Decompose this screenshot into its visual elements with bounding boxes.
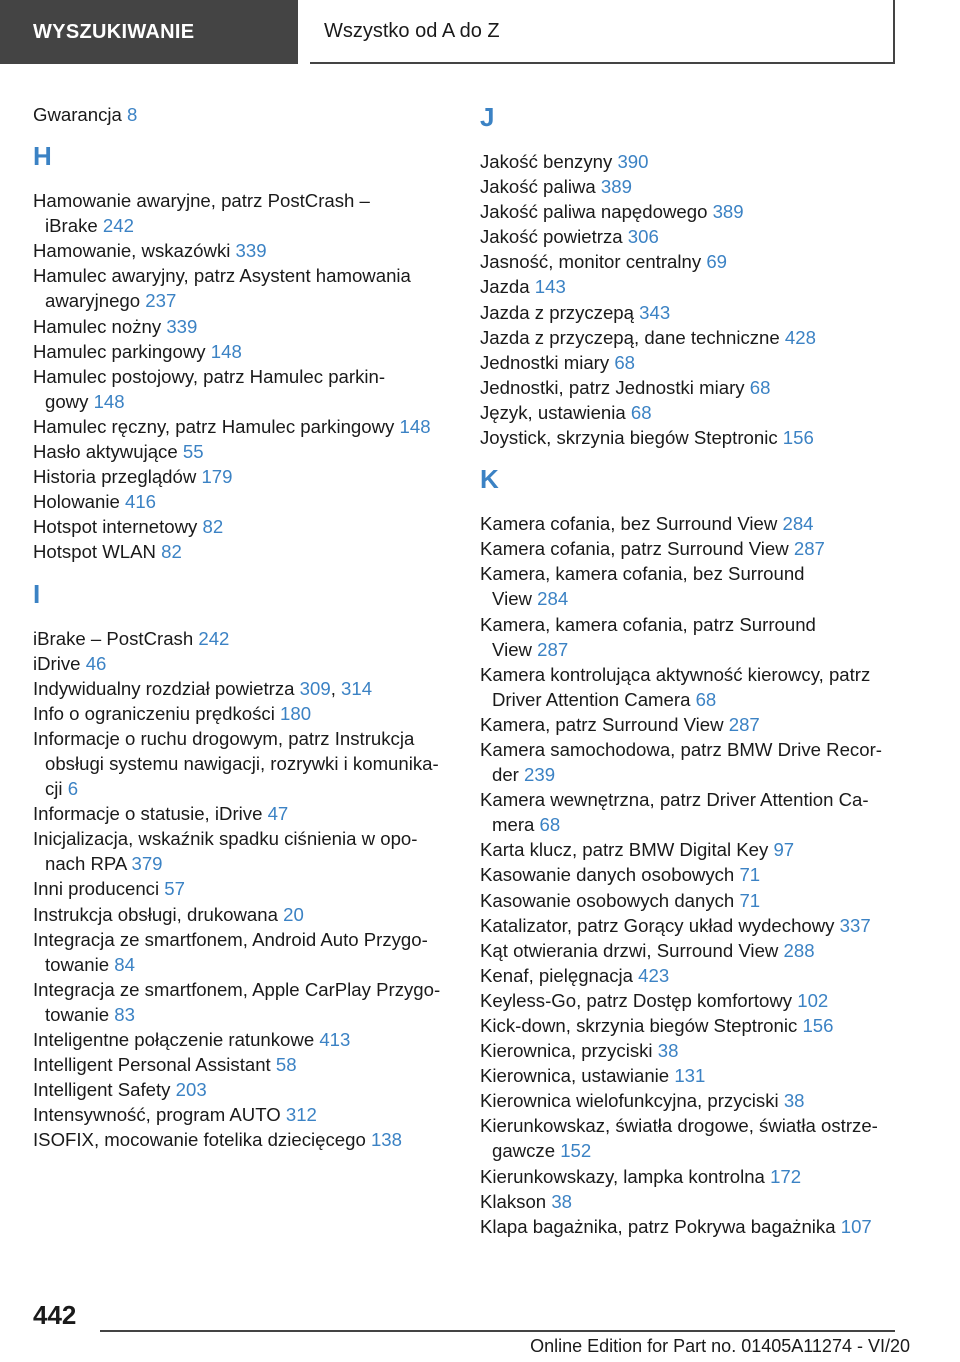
page-link[interactable]: 428	[784, 326, 816, 348]
index-entry-text: Hasło aktywujące	[33, 441, 178, 463]
index-entry-text: towanie	[45, 1003, 110, 1025]
index-entry-text: Hotspot WLAN	[33, 541, 156, 563]
section-title: Wszystko od A do Z	[310, 0, 895, 64]
index-entry-text: Jednostki, patrz Jednostki miary	[480, 376, 745, 398]
index-entry	[33, 651, 473, 676]
index-entry	[480, 425, 910, 450]
page-link[interactable]: 69	[706, 251, 728, 273]
index-entry	[33, 927, 473, 977]
page-link[interactable]: 6	[67, 778, 79, 800]
page-link[interactable]: 71	[739, 864, 761, 886]
index-entry-text: Kasowanie danych osobowych	[480, 864, 735, 886]
page-link[interactable]: 47	[267, 803, 289, 825]
page-link[interactable]: 416	[125, 491, 157, 513]
page-link[interactable]: 179	[201, 466, 233, 488]
index-entry-text: Kenaf, pielęgnacja	[480, 964, 633, 986]
index-entry	[480, 149, 910, 174]
index-entry	[33, 489, 473, 514]
index-entry	[480, 400, 910, 425]
index-entry-text: Katalizator, patrz Gorący układ wydechowy	[480, 914, 835, 936]
index-column-left	[33, 102, 473, 1152]
footer-divider	[100, 1330, 895, 1332]
index-entry-text: Kamera cofania, patrz Surround View	[480, 538, 789, 560]
index-entry	[480, 350, 910, 375]
index-entry	[33, 676, 473, 701]
page-link[interactable]: 284	[537, 588, 569, 610]
index-entry-text: iBrake – PostCrash	[33, 627, 194, 649]
index-entry	[480, 325, 910, 350]
section-tab: WYSZUKIWANIE	[0, 0, 298, 64]
page-link[interactable]: 46	[85, 652, 107, 674]
index-entry	[480, 375, 910, 400]
page-link[interactable]: 423	[638, 964, 670, 986]
index-entry	[33, 364, 473, 414]
index-entry-text: Hamulec awaryjny, patrz Asystent hamowania	[33, 265, 411, 287]
index-entry-text: Informacje o ruchu drogowym, patrz Instrukcja	[33, 727, 415, 749]
page-link[interactable]: 180	[280, 702, 312, 724]
page-link[interactable]: 390	[617, 151, 649, 172]
index-entry	[33, 414, 473, 439]
index-entry	[480, 913, 910, 938]
page-link[interactable]: 57	[164, 878, 185, 900]
index-entry-text: Język, ustawienia	[480, 401, 626, 423]
index-entry	[480, 988, 910, 1013]
index-entry-text: Hotspot internetowy	[33, 516, 198, 538]
page-link[interactable]: 58	[275, 1054, 297, 1076]
index-entry-text: Info o ograniczeniu prędkości	[33, 702, 275, 724]
page-link[interactable]: 284	[782, 513, 814, 535]
index-entry	[33, 902, 473, 927]
index-entry	[480, 787, 910, 837]
index-entry-text: Kamera cofania, bez Surround View	[480, 513, 778, 535]
index-entry-text: Gwarancja	[33, 104, 122, 125]
page-link[interactable]: 38	[657, 1040, 679, 1062]
index-entry	[33, 1127, 473, 1152]
page-link[interactable]: 38	[551, 1190, 573, 1212]
index-entry-text: Intelligent Personal Assistant	[33, 1054, 271, 1076]
index-entry	[480, 249, 910, 274]
index-entry-text: Jasność, monitor centralny	[480, 251, 702, 273]
index-entry	[33, 102, 473, 127]
page-link[interactable]: 82	[161, 541, 182, 563]
index-entry	[480, 561, 910, 611]
index-entry	[33, 238, 473, 263]
index-entry	[480, 300, 910, 325]
index-entry-text: Jakość benzyny	[480, 151, 613, 172]
page-link[interactable]: 242	[102, 215, 134, 237]
page-link[interactable]: 55	[182, 441, 204, 463]
index-entry-text: Instrukcja obsługi, drukowana	[33, 903, 278, 925]
index-entry	[33, 539, 473, 564]
index-entry	[480, 1113, 910, 1163]
index-entry	[480, 1013, 910, 1038]
index-entry	[480, 199, 910, 224]
index-entry	[33, 339, 473, 364]
page-separator: ,	[330, 677, 336, 699]
index-entry-text: towanie	[45, 953, 110, 975]
page-link[interactable]: 312	[285, 1104, 317, 1126]
index-entry-text: Intelligent Safety	[33, 1079, 171, 1101]
index-entry-text: Jednostki miary	[480, 351, 610, 373]
page-link[interactable]: 389	[600, 176, 632, 198]
page-number: 442	[33, 1300, 77, 1330]
index-letter-heading: K	[480, 464, 499, 495]
index-entry-text: Intensywność, program AUTO	[33, 1104, 281, 1126]
page-link[interactable]: 339	[166, 315, 198, 337]
page-link[interactable]: 309	[299, 677, 331, 699]
index-entry	[480, 536, 910, 561]
index-entry	[33, 439, 473, 464]
index-entry	[33, 826, 473, 876]
page-link[interactable]: 389	[712, 201, 744, 223]
page-link[interactable]: 71	[739, 889, 761, 911]
index-entry-text: Klakson	[480, 1190, 547, 1212]
index-entry	[480, 1063, 910, 1088]
index-entry-text: nach RPA	[45, 853, 127, 875]
index-entry-text: Hamulec ręczny, patrz Hamulec parkingowy	[33, 415, 395, 437]
index-entry	[480, 511, 910, 536]
index-entry-text: iBrake	[45, 215, 98, 237]
index-entry-text: Jazda z przyczepą	[480, 301, 634, 323]
index-entry-text: ISOFIX, mocowanie fotelika dziecięcego	[33, 1129, 366, 1151]
index-entry	[480, 1038, 910, 1063]
index-entry	[480, 174, 910, 199]
index-entry-text: Kamera kontrolująca aktywność kierowcy, patrz	[480, 663, 871, 685]
index-entry	[480, 274, 910, 299]
index-entry-text: Jakość paliwa	[480, 176, 596, 198]
index-entry	[480, 837, 910, 862]
index-entry	[33, 1077, 473, 1102]
index-entry	[33, 314, 473, 339]
index-entry	[33, 726, 473, 801]
index-entry-text: Inicjalizacja, wskaźnik spadku ciśnienia w opo-	[33, 828, 418, 850]
index-entry	[33, 626, 473, 651]
index-entry-text: Integracja ze smartfonem, Android Auto Przygo-	[33, 928, 428, 950]
page-link[interactable]: 203	[175, 1079, 207, 1101]
index-entry	[33, 514, 473, 539]
index-entry-text: Inteligentne połączenie ratunkowe	[33, 1029, 315, 1050]
index-entry-text: Hamowanie awaryjne, patrz PostCrash –	[33, 190, 370, 212]
page-link[interactable]: 68	[614, 351, 636, 373]
index-entry	[480, 1214, 910, 1239]
index-entry-text: Kamera, kamera cofania, bez Surround	[480, 563, 805, 585]
index-entry	[33, 977, 473, 1027]
page-link[interactable]: 20	[283, 903, 304, 925]
index-entry	[480, 224, 910, 249]
index-entry-text: Kamera, patrz Surround View	[480, 713, 724, 735]
page-link[interactable]: 82	[202, 516, 224, 538]
page-link[interactable]: 143	[534, 276, 566, 298]
index-entry-text: Jakość powietrza	[480, 226, 623, 248]
index-entry-text: Kierunkowskazy, lampka kontrolna	[480, 1165, 765, 1187]
index-entry-text: Jazda	[480, 276, 530, 298]
index-entry-text: Kamera samochodowa, patrz BMW Drive Recor-	[480, 738, 882, 760]
index-entry	[33, 876, 473, 901]
index-entry	[480, 612, 910, 662]
index-entry	[480, 1088, 910, 1113]
page-link[interactable]: 337	[839, 914, 871, 936]
edition-note: Online Edition for Part no. 01405A11274 - VI/20	[530, 1336, 910, 1356]
page-link[interactable]: 131	[674, 1065, 706, 1087]
index-entry-text: mera	[492, 814, 535, 836]
index-column-right	[480, 102, 910, 1239]
page-link[interactable]: 287	[537, 638, 569, 660]
index-entry-text: Joystick, skrzynia biegów Steptronic	[480, 427, 778, 449]
page-link[interactable]: 237	[145, 290, 177, 312]
page-link[interactable]: 97	[773, 839, 795, 861]
index-entry	[33, 188, 473, 238]
page-link[interactable]: 148	[93, 390, 125, 412]
index-entry-text: Integracja ze smartfonem, Apple CarPlay Przygo-	[33, 978, 441, 1000]
index-entry-text: iDrive	[33, 652, 81, 674]
page-link[interactable]: 38	[783, 1090, 805, 1112]
index-entry-text: gowy	[45, 390, 89, 412]
page-link[interactable]: 8	[127, 104, 138, 125]
page-link[interactable]: 287	[728, 713, 760, 735]
index-entry-text: Keyless-Go, patrz Dostęp komfortowy	[480, 989, 793, 1011]
page-link[interactable]: 306	[627, 226, 659, 248]
index-entry	[33, 263, 473, 313]
page-link[interactable]: 239	[524, 764, 556, 786]
index-entry-text: cji	[45, 778, 63, 800]
page-link[interactable]: 156	[782, 427, 814, 449]
index-entry-text: Hamulec postojowy, patrz Hamulec parkin-	[33, 365, 386, 387]
index-entry	[33, 464, 473, 489]
index-entry-text: Jakość paliwa napędowego	[480, 201, 708, 223]
page-link[interactable]: 152	[560, 1140, 592, 1162]
index-entry-text: Historia przeglądów	[33, 466, 197, 488]
index-entry	[480, 662, 910, 712]
page-link[interactable]: 84	[114, 953, 135, 975]
index-entry	[480, 888, 910, 913]
page-link[interactable]: 288	[783, 939, 815, 961]
index-entry-text: Holowanie	[33, 491, 120, 513]
index-entry	[33, 801, 473, 826]
index-letter-heading: J	[480, 102, 495, 132]
page-link[interactable]: 172	[770, 1165, 802, 1187]
page-header	[0, 0, 960, 66]
index-entry	[480, 938, 910, 963]
index-entry-text: Kierownica, przyciski	[480, 1040, 653, 1062]
page-link[interactable]: 314	[341, 677, 373, 699]
page-link[interactable]: 156	[802, 1015, 834, 1036]
page-link[interactable]: 102	[797, 989, 829, 1011]
page-link[interactable]: 413	[319, 1029, 351, 1050]
index-entry	[480, 1189, 910, 1214]
index-entry-text: Kasowanie osobowych danych	[480, 889, 735, 911]
page-link[interactable]: 379	[131, 853, 163, 875]
index-entry-text: der	[492, 764, 519, 786]
page-link[interactable]: 68	[695, 688, 717, 710]
index-entry	[33, 701, 473, 726]
index-entry	[480, 712, 910, 737]
index-entry-text: Informacje o statusie, iDrive	[33, 803, 263, 825]
index-entry	[33, 1102, 473, 1127]
index-entry-text: Hamulec parkingowy	[33, 340, 206, 362]
index-entry	[480, 737, 910, 787]
index-entry-text: Klapa bagażnika, patrz Pokrywa bagażnika	[480, 1215, 836, 1237]
page-link[interactable]: 343	[639, 301, 671, 323]
page-link[interactable]: 68	[539, 814, 561, 836]
index-entry-text: Jazda z przyczepą, dane techniczne	[480, 326, 780, 348]
index-entry	[33, 1027, 473, 1052]
index-entry-text: View	[492, 588, 532, 610]
page-link[interactable]: 138	[370, 1129, 402, 1151]
page-link[interactable]: 148	[210, 340, 242, 362]
page-link[interactable]: 242	[198, 627, 230, 649]
index-entry-text: Kamera wewnętrzna, patrz Driver Attention Ca-	[480, 789, 869, 811]
index-entry-text: Karta klucz, patrz BMW Digital Key	[480, 839, 769, 861]
page-link[interactable]: 287	[793, 538, 825, 560]
index-entry-text: View	[492, 638, 532, 660]
index-letter-heading: H	[33, 141, 52, 172]
index-entry-text: Hamowanie, wskazówki	[33, 240, 231, 262]
index-entry	[480, 963, 910, 988]
index-entry	[33, 1052, 473, 1077]
index-entry-text: gawcze	[492, 1140, 556, 1162]
index-entry-text: Indywidualny rozdział powietrza	[33, 677, 295, 699]
index-entry	[480, 862, 910, 887]
index-entry-text: Kąt otwierania drzwi, Surround View	[480, 939, 779, 961]
index-entry-text: Inni producenci	[33, 878, 160, 900]
index-entry-text: Kierunkowskaz, światła drogowe, światła ostrze-	[480, 1115, 878, 1137]
page-link[interactable]: 148	[399, 415, 431, 437]
index-entry-text: Kierownica, ustawianie	[480, 1065, 670, 1087]
index-entry-text: Kick-down, skrzynia biegów Steptronic	[480, 1015, 798, 1036]
index-entry-text: Driver Attention Camera	[492, 688, 691, 710]
page-link[interactable]: 68	[630, 401, 652, 423]
index-entry	[480, 1164, 910, 1189]
index-entry-text: Kierownica wielofunkcyjna, przyciski	[480, 1090, 779, 1112]
page-link[interactable]: 107	[840, 1215, 872, 1237]
index-entry-text: obsługi systemu nawigacji, rozrywki i komunika-	[45, 752, 439, 774]
page-link[interactable]: 83	[114, 1003, 135, 1025]
page-link[interactable]: 68	[749, 376, 771, 398]
index-letter-heading: I	[33, 578, 41, 609]
page-link[interactable]: 339	[235, 240, 267, 262]
index-entry-text: Hamulec nożny	[33, 315, 162, 337]
index-entry-text: Kamera, kamera cofania, patrz Surround	[480, 613, 816, 635]
index-entry-text: awaryjnego	[45, 290, 141, 312]
